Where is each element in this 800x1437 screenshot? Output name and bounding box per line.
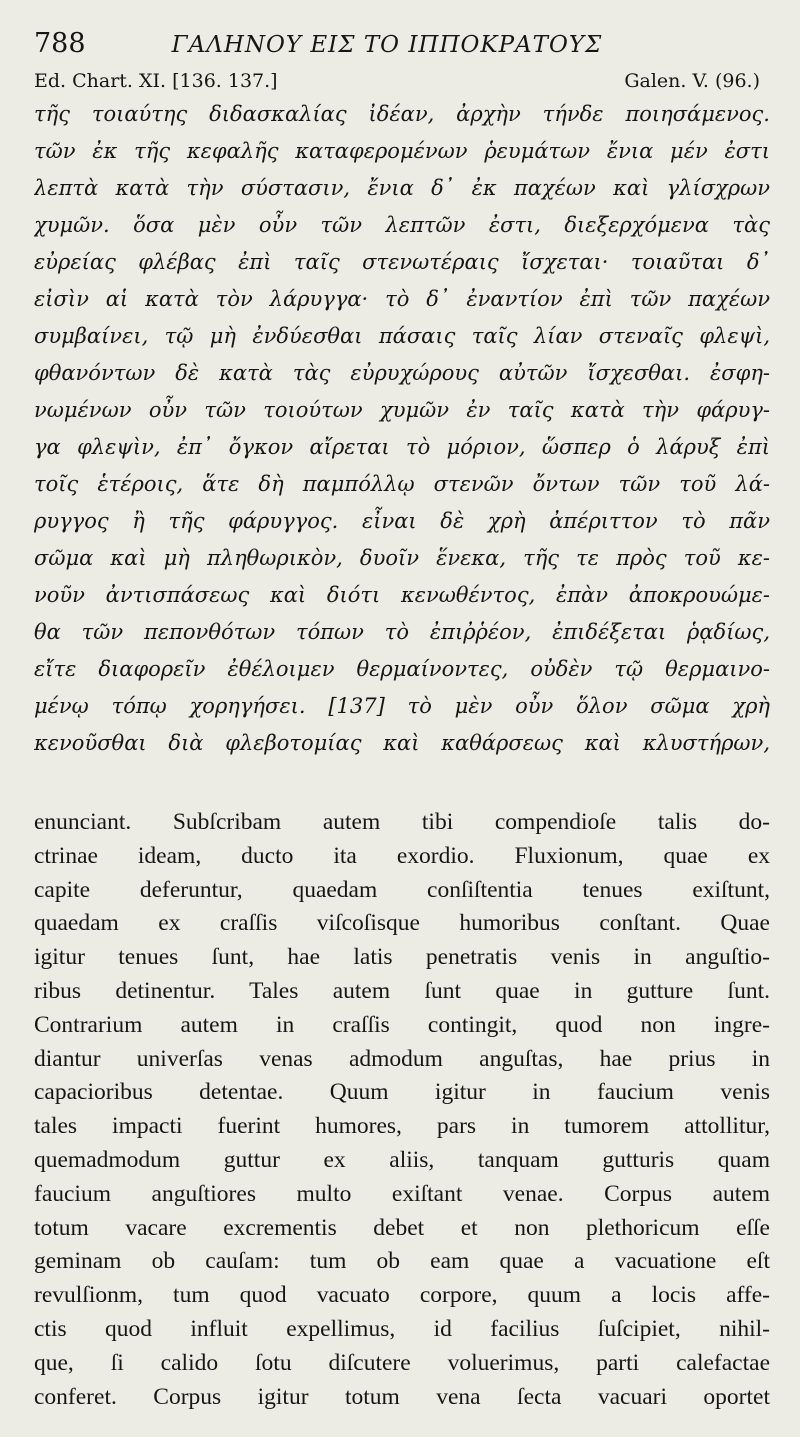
latin-line: capacioribus detentae. Quum igitur in faucium venis [34, 1079, 770, 1106]
edition-reference-right: Galen. V. (96.) [624, 70, 760, 92]
latin-line: conferet. Corpus igitur totum vena ſecta vacuari oportet [34, 1383, 770, 1410]
greek-line: γα φλεψὶν, ἐπ᾽ ὄγκον αἴρεται τὸ μόριον, ὥσπερ ὁ λάρυξ ἐπὶ [34, 435, 770, 459]
latin-line: diantur univerſas venas admodum anguſtas, hae prius in [34, 1045, 770, 1072]
greek-line: θα τῶν πεπονθότων τόπων τὸ ἐπιῤῥέον, ἐπιδέξεται ῥᾳδίως, [34, 620, 770, 644]
greek-text-block [34, 96, 770, 762]
column-gap [34, 762, 770, 806]
latin-line: totum vacare excrementis debet et non plethoricum eſſe [34, 1214, 770, 1241]
greek-line: ρυγγος ἢ τῆς φάρυγγος. εἶναι δὲ χρὴ ἀπέριττον τὸ πᾶν [34, 509, 770, 533]
greek-line: εἰσὶν αἱ κατὰ τὸν λάρυγγα· τὸ δ᾽ ἐναντίον ἐπὶ τῶν παχέων [34, 287, 770, 311]
edition-reference-line [34, 68, 770, 94]
greek-line: λεπτὰ κατὰ τὴν σύστασιν, ἔνια δ᾽ ἐκ παχέων καὶ γλίσχρων [34, 176, 770, 200]
latin-line: Contrarium autem in craſſis contingit, quod non ingre- [34, 1011, 770, 1038]
greek-line: εἴτε διαφορεῖν ἐθέλοιμεν θερμαίνοντες, οὐδὲν τῷ θερμαινο- [34, 657, 770, 681]
latin-line: ribus detinentur. Tales autem ſunt quae in gutture ſunt. [34, 977, 770, 1004]
greek-line: νωμένων οὖν τῶν τοιούτων χυμῶν ἐν ταῖς κατὰ τὴν φάρυγ- [34, 398, 770, 422]
greek-line: τῶν ἐκ τῆς κεφαλῆς καταφερομένων ῥευμάτων ἔνια μέν ἐστι [34, 139, 770, 163]
greek-line: συμβαίνει, τῷ μὴ ἐνδύεσθαι πάσαις ταῖς λίαν στεναῖς φλεψὶ, [34, 324, 770, 348]
greek-line: εὐρείας φλέβας ἐπὶ ταῖς στενωτέραις ἴσχεται· τοιαῦται δ᾽ [34, 250, 770, 274]
greek-line: φθανόντων δὲ κατὰ τὰς εὐρυχώρους αὐτῶν ἴσχεσθαι. ἐσφη- [34, 361, 770, 385]
running-title: ΓΑΛΗΝΟΥ ΕΙΣ ΤΟ ΙΠΠΟΚΡΑΤΟΥΣ [171, 32, 603, 58]
page-number: 788 [34, 28, 86, 59]
greek-line: χυμῶν. ὅσα μὲν οὖν τῶν λεπτῶν ἐστι, διεξερχόμενα τὰς [34, 213, 770, 237]
edition-reference-left: Ed. Chart. XI. [136. 137.] [34, 70, 278, 92]
latin-line: enunciant. Subſcribam autem tibi compendioſe talis do- [34, 809, 770, 835]
greek-line: κενοῦσθαι διὰ φλεβοτομίας καὶ καθάρσεως καὶ κλυστήρων, [34, 731, 770, 755]
latin-line: ctis quod influit expellimus, id facilius ſuſcipiet, nihil- [34, 1315, 770, 1342]
greek-line: τῆς τοιαύτης διδασκαλίας ἰδέαν, ἀρχὴν τήνδε ποιησάμενος. [34, 102, 770, 126]
latin-line: que, ſi calido ſotu diſcutere voluerimus, parti calefactae [34, 1349, 770, 1376]
latin-line: capite deferuntur, quaedam conſiſtentia tenues exiſtunt, [34, 876, 770, 903]
latin-line: tales impacti fuerint humores, pars in tumorem attollitur, [34, 1113, 770, 1140]
greek-line: μένῳ τόπῳ χορηγήσει. [137] τὸ μὲν οὖν ὅλον σῶμα χρὴ [34, 694, 770, 718]
latin-line: quemadmodum guttur ex aliis, tanquam gutturis quam [34, 1146, 770, 1173]
latin-line: faucium anguſtiores multo exiſtant venae. Corpus autem [34, 1180, 770, 1207]
greek-line: σῶμα καὶ μὴ πληθωρικὸν, δυοῖν ἕνεκα, τῆς τε πρὸς τοῦ κε- [34, 546, 770, 570]
latin-line: igitur tenues ſunt, hae latis penetratis venis in anguſtio- [34, 944, 770, 971]
latin-line: geminam ob cauſam: tum ob eam quae a vacuatione eſt [34, 1248, 770, 1275]
latin-line: ctrinae ideam, ducto ita exordio. Fluxionum, quae ex [34, 842, 770, 869]
greek-line: νοῦν ἀντισπάσεως καὶ διότι κενωθέντος, ἐπὰν ἀποκρουώμε- [34, 583, 770, 607]
latin-line: revulſionm, tum quod vacuato corpore, quum a locis affe- [34, 1282, 770, 1309]
running-head [34, 28, 770, 68]
latin-line: quaedam ex craſſis viſcoſisque humoribus conſtant. Quae [34, 910, 770, 937]
greek-line: τοῖς ἑτέροις, ἅτε δὴ παμπόλλῳ στενῶν ὄντων τῶν τοῦ λά- [34, 472, 770, 496]
latin-text-block [34, 806, 770, 1414]
